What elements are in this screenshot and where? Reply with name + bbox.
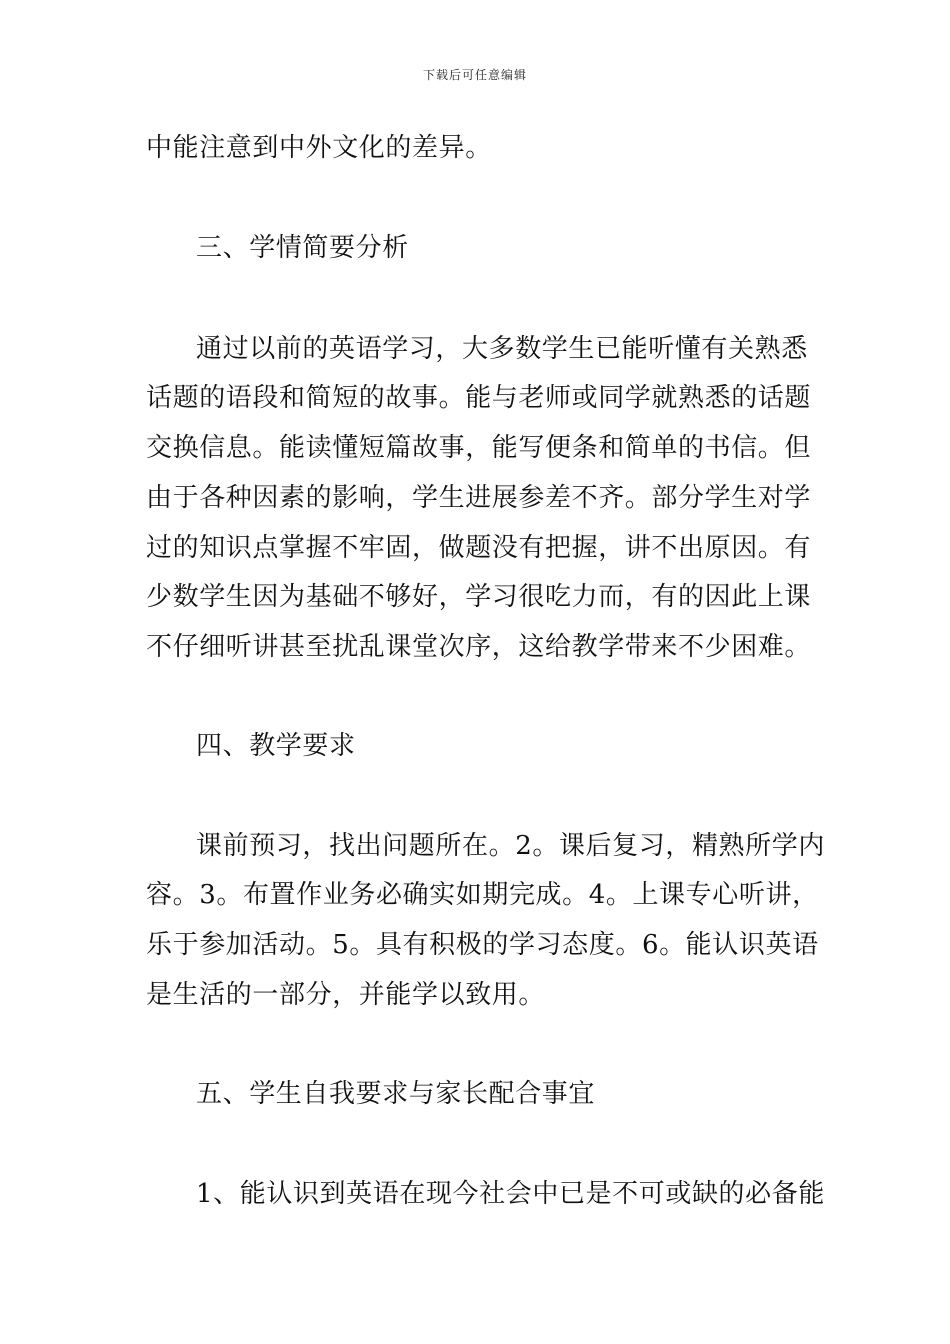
paragraph-line: 课前预习，找出问题所在。2。课后复习，精熟所学内 [196, 831, 825, 861]
paragraph-line: 中能注意到中外文化的差异。 [146, 133, 492, 163]
paragraph-line: 通过以前的英语学习，大多数学生已能听懂有关熟悉 [196, 334, 808, 364]
paragraph-line: 交换信息。能读懂短篇故事，能写便条和简单的书信。但 [146, 433, 812, 463]
paragraph-line: 过的知识点掌握不牢固，做题没有把握，讲不出原因。有 [146, 533, 812, 563]
paragraph-line: 由于各种因素的影响，学生进展参差不齐。部分学生对学 [146, 483, 812, 513]
section-heading-3: 三、学情简要分析 [196, 233, 409, 263]
section-heading-5: 五、学生自我要求与家长配合事宜 [196, 1079, 596, 1109]
paragraph-line: 话题的语段和简短的故事。能与老师或同学就熟悉的话题 [146, 383, 812, 413]
paragraph-line: 是生活的一部分，并能学以致用。 [146, 980, 546, 1010]
paragraph-line: 少数学生因为基础不够好，学习很吃力而，有的因此上课 [146, 582, 812, 612]
page-header-note: 下载后可任意编辑 [422, 68, 527, 82]
paragraph-line: 1、能认识到英语在现今社会中已是不可或缺的必备能 [196, 1179, 825, 1209]
section-heading-4: 四、教学要求 [196, 731, 356, 761]
paragraph-line: 容。3。布置作业务必确实如期完成。4。上课专心听讲， [146, 880, 819, 910]
paragraph-line: 乐于参加活动。5。具有积极的学习态度。6。能认识英语 [146, 930, 819, 960]
paragraph-line: 不仔细听讲甚至扰乱课堂次序，这给教学带来不少困难。 [146, 632, 812, 662]
